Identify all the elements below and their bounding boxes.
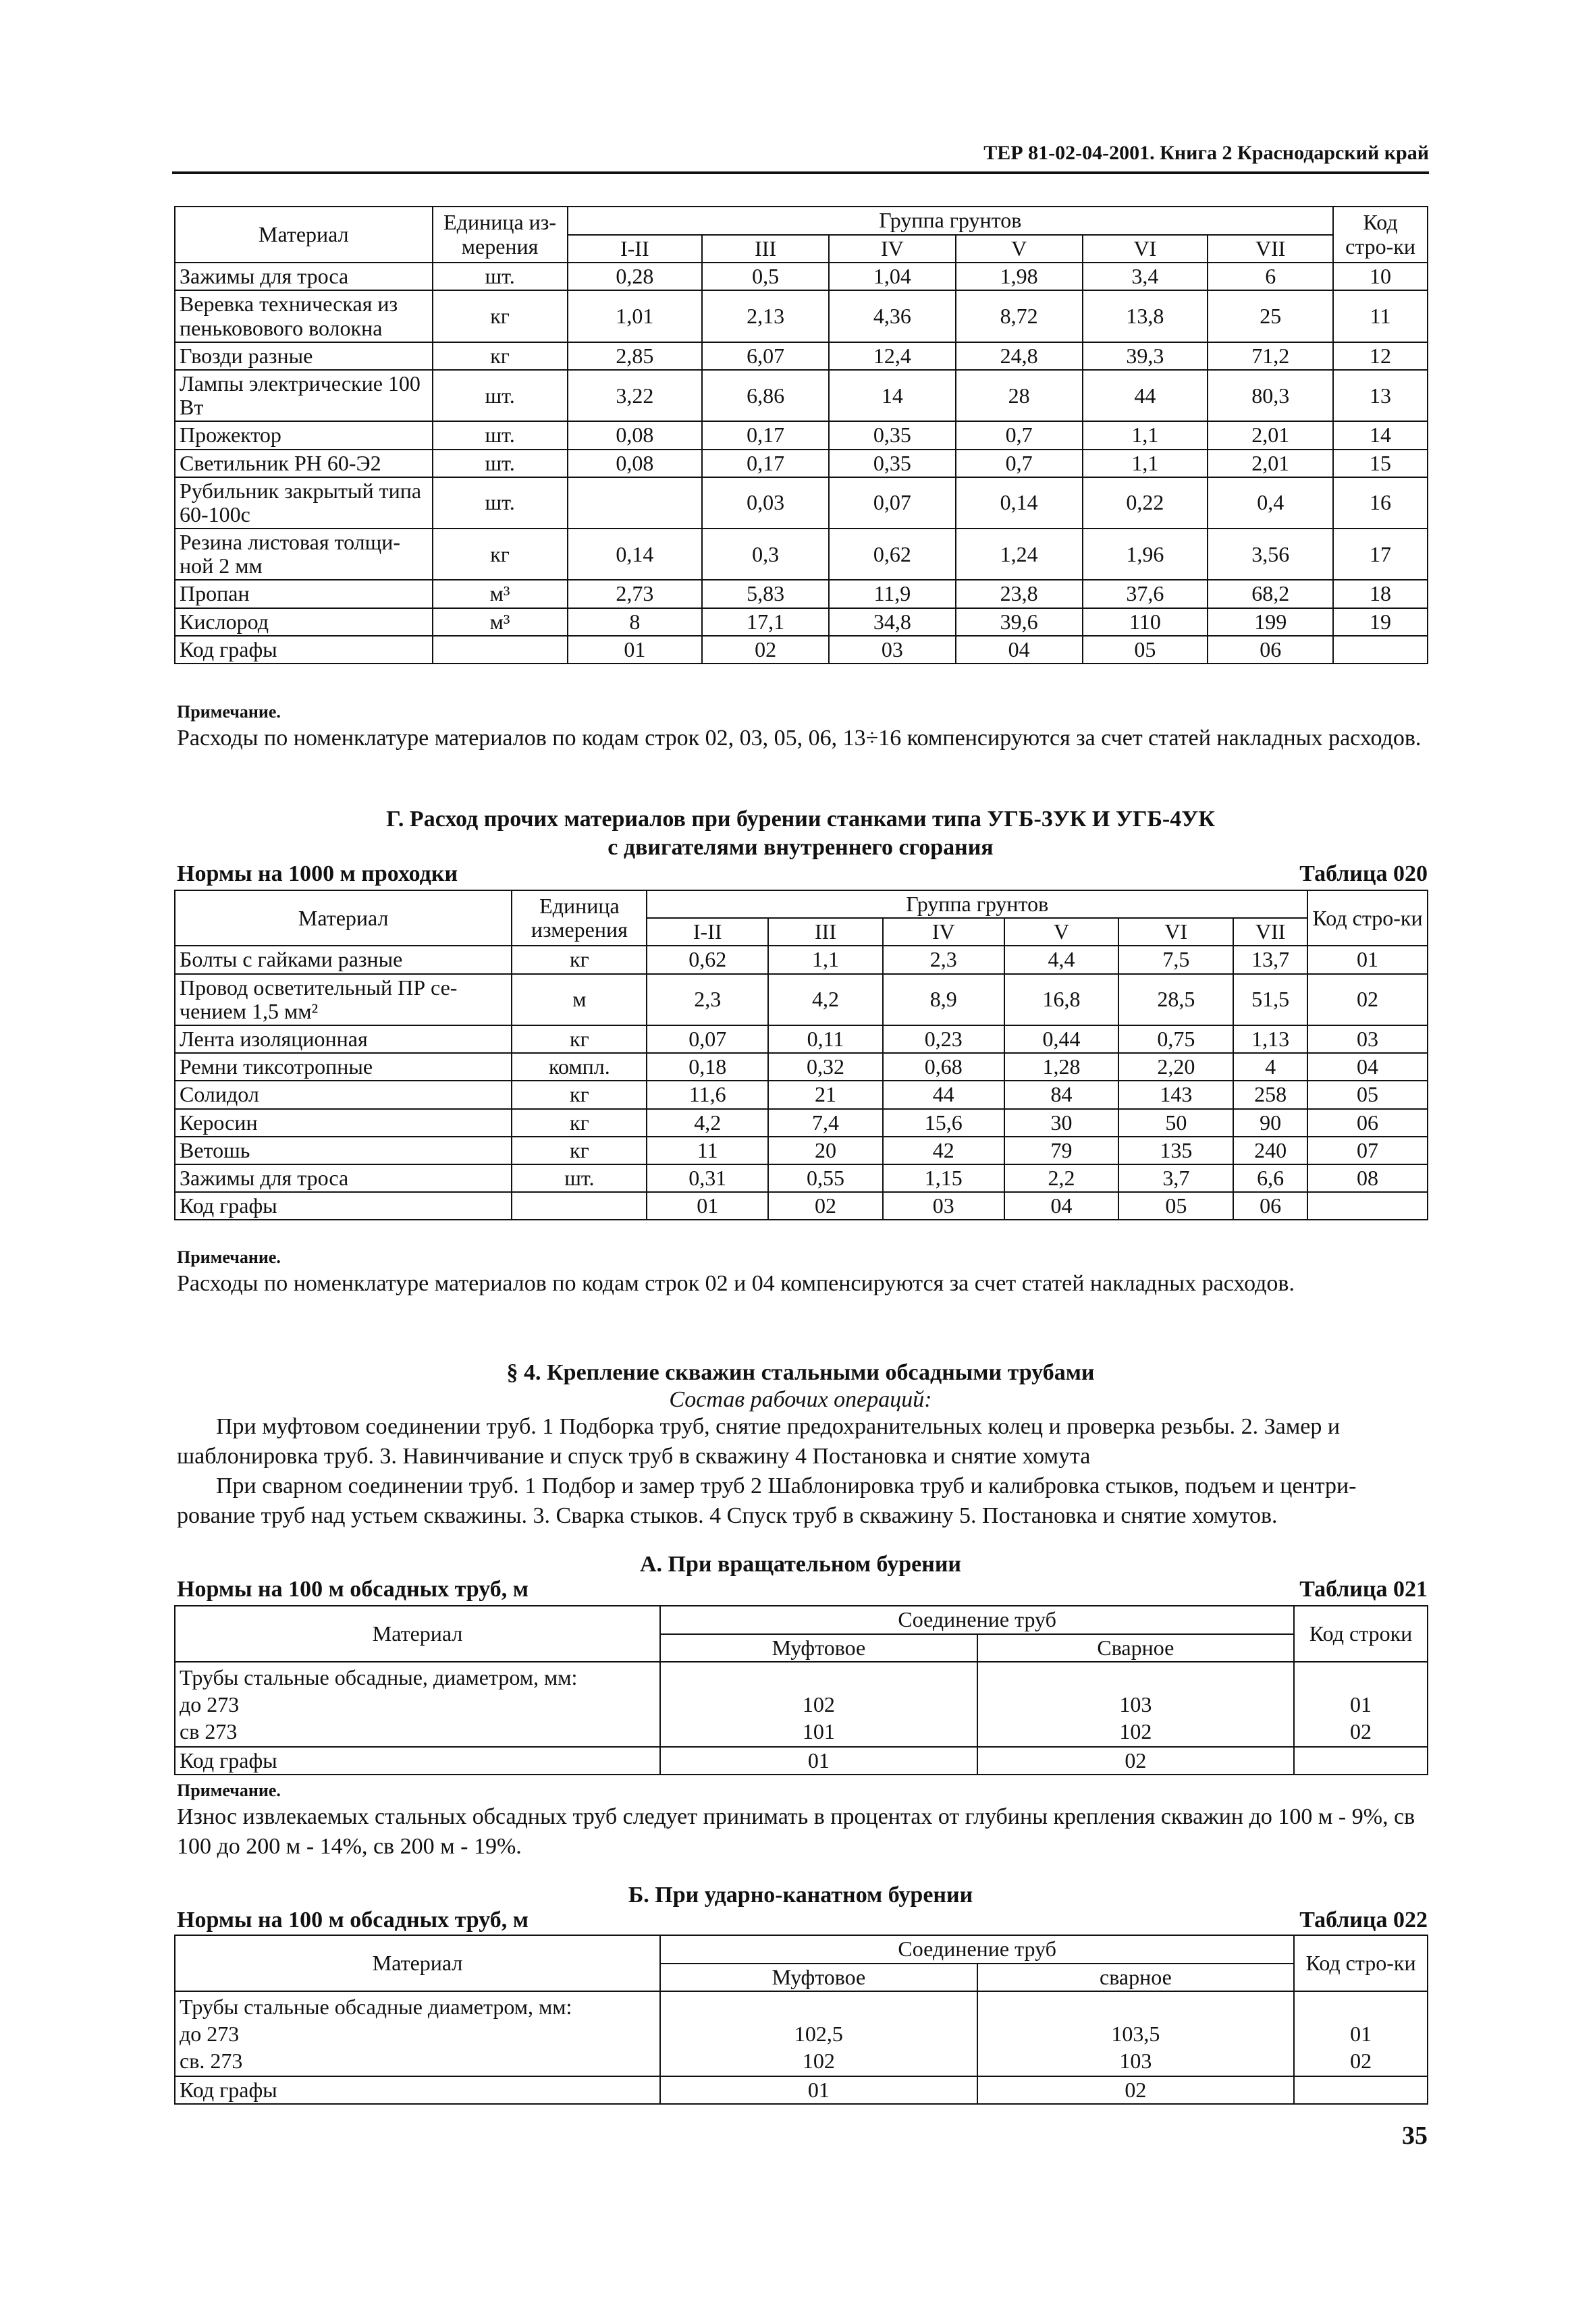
unit-cell: м <box>512 974 647 1025</box>
value-cell: 28,5 <box>1118 974 1233 1025</box>
value-cell: 7,4 <box>768 1109 883 1137</box>
value-cell: 1,24 <box>956 529 1083 580</box>
value-cell <box>568 477 703 529</box>
empty-cell <box>433 636 568 664</box>
unit-cell: м³ <box>433 580 568 607</box>
value-cell: 13,7 <box>1233 946 1307 973</box>
value-cell: 3,22 <box>568 370 703 421</box>
value-cell: 2,85 <box>568 342 703 370</box>
row-code-cell: 15 <box>1333 450 1428 477</box>
table-pipes-022 <box>174 1935 1428 2105</box>
material-heading: Трубы стальные обсадные, диаметром, мм: <box>180 1665 578 1690</box>
value-cell: 135 <box>1118 1137 1233 1164</box>
row-code-cell: 08 <box>1307 1164 1428 1192</box>
value-cell: 1,01 <box>568 290 703 342</box>
value-cell: 0,35 <box>829 421 956 449</box>
value-cell: 4 <box>1233 1053 1307 1081</box>
row-code-cell: 17 <box>1333 529 1428 580</box>
value: 102,5 <box>794 2022 843 2047</box>
material-sub-2: св 273 <box>180 1719 238 1744</box>
value-cell: 0,23 <box>883 1025 1004 1053</box>
unit-cell: кг <box>512 946 647 973</box>
value-cell: 20 <box>768 1137 883 1164</box>
table-row <box>175 580 1428 607</box>
row-code-cell: 19 <box>1333 608 1428 636</box>
value-cell: 84 <box>1004 1081 1119 1108</box>
value-cell: 0,07 <box>647 1025 768 1053</box>
value-cell: 0,11 <box>768 1025 883 1053</box>
unit-cell: кг <box>512 1109 647 1137</box>
col-group-4: V <box>956 235 1083 263</box>
value-cell: 1,15 <box>883 1164 1004 1192</box>
col-row-code: Код стро-ки <box>1333 207 1428 263</box>
col-pipe-joint: Соединение труб <box>660 1606 1294 1634</box>
col-row-code: Код стро-ки <box>1307 890 1428 946</box>
col-soil-group: Группа грунтов <box>647 890 1307 918</box>
col-unit: Единица из-мерения <box>433 207 568 263</box>
unit-cell: кг <box>512 1025 647 1053</box>
value-cell: 0,62 <box>829 529 956 580</box>
value: 01 <box>1350 1692 1372 1717</box>
value-cell: 15,6 <box>883 1109 1004 1137</box>
col-group-3: IV <box>829 235 956 263</box>
empty-cell <box>1333 636 1428 664</box>
value-cell: 0,22 <box>1083 477 1208 529</box>
section-4-para-1: При муфтовом соединении труб. 1 Подборка труб, снятие предохранительных колец и проверка резьбы. 2. Замер и шаблонировка труб. 3. Навинчивание и спуск труб в скважину 4 Постановка и снятие хомута <box>177 1414 1341 1469</box>
value-cell: 11 <box>647 1137 768 1164</box>
material-name: Солидол <box>175 1081 512 1108</box>
table-row <box>175 529 1428 580</box>
value-cell: 2,01 <box>1208 450 1333 477</box>
table-materials-1 <box>174 206 1428 664</box>
table-row <box>175 1662 1428 1747</box>
table-row <box>175 1081 1428 1108</box>
value-cell: 39,6 <box>956 608 1083 636</box>
table-row <box>175 1991 1428 2076</box>
value-cell: 2,73 <box>568 580 703 607</box>
col-group-4: V <box>1004 918 1119 946</box>
table-row <box>175 290 1428 342</box>
value-cell: 0,03 <box>702 477 829 529</box>
col-welded: сварное <box>977 1964 1294 1991</box>
value-cell: 6,07 <box>702 342 829 370</box>
table-row <box>175 1164 1428 1192</box>
value-cell: 2,3 <box>883 946 1004 973</box>
table-row-code <box>175 636 1428 664</box>
col-material: Материал <box>175 207 433 263</box>
unit-cell: шт. <box>433 370 568 421</box>
empty-cell <box>1294 1747 1428 1775</box>
value-cell: 0,32 <box>768 1053 883 1081</box>
code-cell: 06 <box>1208 636 1333 664</box>
table-row <box>175 608 1428 636</box>
material-name: Болты с гайками разные <box>175 946 512 973</box>
coupling-values <box>660 1991 977 2076</box>
unit-cell: шт. <box>433 421 568 449</box>
value-cell: 3,4 <box>1083 263 1208 290</box>
value-cell: 30 <box>1004 1109 1119 1137</box>
value-cell: 13,8 <box>1083 290 1208 342</box>
col-soil-group: Группа грунтов <box>568 207 1334 235</box>
code-cell: 02 <box>977 2076 1294 2104</box>
empty-cell <box>512 1192 647 1220</box>
code-cell: 01 <box>660 1747 977 1775</box>
value-cell: 42 <box>883 1137 1004 1164</box>
value-cell: 1,1 <box>1083 421 1208 449</box>
value-cell: 199 <box>1208 608 1333 636</box>
value-cell: 14 <box>829 370 956 421</box>
value-cell: 0,07 <box>829 477 956 529</box>
value-cell: 0,17 <box>702 421 829 449</box>
table-row-code <box>175 1192 1428 1220</box>
material-name: Керосин <box>175 1109 512 1137</box>
coupling-values <box>660 1662 977 1747</box>
value-cell: 16,8 <box>1004 974 1119 1025</box>
row-code-cell: 05 <box>1307 1081 1428 1108</box>
unit-cell: шт. <box>512 1164 647 1192</box>
value-cell: 0,75 <box>1118 1025 1233 1053</box>
section-b-title: Б. При ударно-канатном бурении <box>628 1883 973 1908</box>
note-label-3: Примечание. <box>177 1781 281 1800</box>
value-cell: 4,4 <box>1004 946 1119 973</box>
norm-label-022: Нормы на 100 м обсадных труб, м <box>177 1908 529 1933</box>
value-cell: 79 <box>1004 1137 1119 1164</box>
unit-cell: кг <box>433 529 568 580</box>
material-name: Зажимы для троса <box>175 263 433 290</box>
unit-cell: кг <box>433 290 568 342</box>
value-cell: 34,8 <box>829 608 956 636</box>
code-label: Код графы <box>175 1747 660 1775</box>
value-cell: 2,20 <box>1118 1053 1233 1081</box>
section-g-subtitle: с двигателями внутреннего сгорания <box>607 835 994 860</box>
material-cell <box>175 1991 660 2076</box>
value-cell: 0,7 <box>956 450 1083 477</box>
value-cell: 0,3 <box>702 529 829 580</box>
value-cell: 11,9 <box>829 580 956 607</box>
value-cell: 51,5 <box>1233 974 1307 1025</box>
value-cell: 28 <box>956 370 1083 421</box>
material-heading: Трубы стальные обсадные диаметром, мм: <box>180 1995 572 2020</box>
col-group-5: VI <box>1118 918 1233 946</box>
row-code-cell: 02 <box>1307 974 1428 1025</box>
page-number: 35 <box>1402 2122 1428 2150</box>
value-cell: 68,2 <box>1208 580 1333 607</box>
row-code-cell: 12 <box>1333 342 1428 370</box>
norm-label-021: Нормы на 100 м обсадных труб, м <box>177 1577 529 1602</box>
material-name: Веревка техническая из пеньковового волокна <box>175 290 433 342</box>
value-cell: 0,08 <box>568 450 703 477</box>
welded-values <box>977 1991 1294 2076</box>
value-cell: 71,2 <box>1208 342 1333 370</box>
table-number-020: Таблица 020 <box>1299 861 1428 886</box>
value-cell: 24,8 <box>956 342 1083 370</box>
table-row <box>175 477 1428 529</box>
table-number-021: Таблица 021 <box>1299 1577 1428 1602</box>
table-row <box>175 1025 1428 1053</box>
value-cell: 50 <box>1118 1109 1233 1137</box>
value-cell: 0,68 <box>883 1053 1004 1081</box>
material-name: Рубильник закрытый типа 60-100с <box>175 477 433 529</box>
value-cell: 1,04 <box>829 263 956 290</box>
value-cell: 0,62 <box>647 946 768 973</box>
note-text-3: Износ извлекаемых стальных обсадных труб следует принимать в процентах от глубины крепления скважин до 100 м - 9%, св 100 до 200 м - 14%, св 200 м - 19%. <box>177 1804 1415 1859</box>
value-cell: 0,4 <box>1208 477 1333 529</box>
section-4-title: § 4. Крепление скважин стальными обсадными трубами <box>506 1360 1095 1385</box>
material-name: Ветошь <box>175 1137 512 1164</box>
code-cell: 03 <box>829 636 956 664</box>
table-row-code <box>175 1747 1428 1775</box>
value-cell: 0,35 <box>829 450 956 477</box>
value-cell: 0,44 <box>1004 1025 1119 1053</box>
value-cell: 25 <box>1208 290 1333 342</box>
col-group-5: VI <box>1083 235 1208 263</box>
table-row <box>175 946 1428 973</box>
empty-cell <box>1307 1192 1428 1220</box>
value-cell: 2,3 <box>647 974 768 1025</box>
col-group-1: I-II <box>568 235 703 263</box>
value-cell: 2,01 <box>1208 421 1333 449</box>
row-code-cell: 06 <box>1307 1109 1428 1137</box>
material-name: Провод осветительный ПР се-чением 1,5 мм² <box>175 974 512 1025</box>
code-label: Код графы <box>175 1192 512 1220</box>
welded-values <box>977 1662 1294 1747</box>
value-cell: 1,13 <box>1233 1025 1307 1053</box>
value-cell: 0,5 <box>702 263 829 290</box>
value-cell: 2,13 <box>702 290 829 342</box>
value: 02 <box>1350 1719 1372 1744</box>
row-code-cell: 16 <box>1333 477 1428 529</box>
value-cell: 143 <box>1118 1081 1233 1108</box>
value-cell: 0,14 <box>568 529 703 580</box>
table-row <box>175 1109 1428 1137</box>
code-values <box>1294 1991 1428 2076</box>
note-text-2: Расходы по номенклатуре материалов по кодам строк 02 и 04 компенсируются за счет статей накладных расходов. <box>177 1271 1295 1296</box>
value-cell: 0,7 <box>956 421 1083 449</box>
section-a-title: А. При вращательном бурении <box>639 1552 962 1577</box>
unit-cell: шт. <box>433 263 568 290</box>
unit-cell: шт. <box>433 450 568 477</box>
value-cell: 7,5 <box>1118 946 1233 973</box>
value-cell: 258 <box>1233 1081 1307 1108</box>
code-cell: 02 <box>768 1192 883 1220</box>
value-cell: 6 <box>1208 263 1333 290</box>
material-sub-1: до 273 <box>180 1692 240 1717</box>
value-cell: 23,8 <box>956 580 1083 607</box>
material-name: Прожектор <box>175 421 433 449</box>
code-cell: 02 <box>702 636 829 664</box>
material-sub-2: св. 273 <box>180 2049 243 2074</box>
value-cell: 90 <box>1233 1109 1307 1137</box>
code-cell: 03 <box>883 1192 1004 1220</box>
table-row <box>175 974 1428 1025</box>
value-cell: 1,98 <box>956 263 1083 290</box>
value-cell: 1,1 <box>1083 450 1208 477</box>
code-label: Код графы <box>175 636 433 664</box>
value-cell: 21 <box>768 1081 883 1108</box>
table-row <box>175 421 1428 449</box>
col-group-2: III <box>768 918 883 946</box>
code-cell: 01 <box>568 636 703 664</box>
material-name: Лента изоляционная <box>175 1025 512 1053</box>
value-cell: 0,31 <box>647 1164 768 1192</box>
col-welded: Сварное <box>977 1634 1294 1662</box>
value-cell: 0,28 <box>568 263 703 290</box>
value: 103 <box>1119 1692 1152 1717</box>
unit-cell: компл. <box>512 1053 647 1081</box>
col-group-6: VII <box>1233 918 1307 946</box>
value-cell: 4,2 <box>768 974 883 1025</box>
col-group-1: I-II <box>647 918 768 946</box>
value-cell: 11,6 <box>647 1081 768 1108</box>
value-cell: 80,3 <box>1208 370 1333 421</box>
table-row <box>175 450 1428 477</box>
code-cell: 05 <box>1083 636 1208 664</box>
value: 103 <box>1119 2049 1152 2074</box>
value: 102 <box>802 1692 835 1717</box>
code-values <box>1294 1662 1428 1747</box>
value-cell: 1,28 <box>1004 1053 1119 1081</box>
value: 101 <box>802 1719 835 1744</box>
note-label-1: Примечание. <box>177 702 281 722</box>
col-material: Материал <box>175 1935 660 1991</box>
material-name: Кислород <box>175 608 433 636</box>
row-code-cell: 04 <box>1307 1053 1428 1081</box>
col-group-3: IV <box>883 918 1004 946</box>
value-cell: 3,7 <box>1118 1164 1233 1192</box>
col-material: Материал <box>175 1606 660 1662</box>
header-rule <box>172 171 1429 174</box>
value-cell: 17,1 <box>702 608 829 636</box>
row-code-cell: 07 <box>1307 1137 1428 1164</box>
section-4-subtitle: Состав рабочих операций: <box>669 1387 932 1412</box>
note-label-2: Примечание. <box>177 1247 281 1267</box>
value-cell: 1,1 <box>768 946 883 973</box>
code-cell: 05 <box>1118 1192 1233 1220</box>
material-name: Резина листовая толщи-ной 2 мм <box>175 529 433 580</box>
table-row <box>175 342 1428 370</box>
code-label: Код графы <box>175 2076 660 2104</box>
material-name: Светильник РН 60-Э2 <box>175 450 433 477</box>
row-code-cell: 14 <box>1333 421 1428 449</box>
unit-cell: кг <box>512 1081 647 1108</box>
value-cell: 0,08 <box>568 421 703 449</box>
row-code-cell: 01 <box>1307 946 1428 973</box>
code-cell: 04 <box>956 636 1083 664</box>
value-cell: 6,86 <box>702 370 829 421</box>
table-row <box>175 1053 1428 1081</box>
value-cell: 44 <box>883 1081 1004 1108</box>
value: 01 <box>1350 2022 1372 2047</box>
value-cell: 8,9 <box>883 974 1004 1025</box>
code-cell: 01 <box>647 1192 768 1220</box>
norm-label-020: Нормы на 1000 м проходки <box>177 861 458 886</box>
value: 102 <box>1119 1719 1152 1744</box>
value-cell: 8 <box>568 608 703 636</box>
code-cell: 04 <box>1004 1192 1119 1220</box>
col-row-code: Код строки <box>1294 1606 1428 1662</box>
unit-cell: шт. <box>433 477 568 529</box>
section-4-para-2: При сварном соединении труб. 1 Подбор и замер труб 2 Шаблонировка труб и калибровка стыков, подъем и центри-рование труб над устьем скважины. 3. Сварка стыков. 4 Спуск труб в скважину 5. Постановка и снятие хомутов. <box>177 1474 1357 1528</box>
value-cell: 1,96 <box>1083 529 1208 580</box>
col-coupling: Муфтовое <box>660 1634 977 1662</box>
unit-cell: кг <box>433 342 568 370</box>
value-cell: 110 <box>1083 608 1208 636</box>
value-cell: 37,6 <box>1083 580 1208 607</box>
col-group-6: VII <box>1208 235 1333 263</box>
material-name: Ремни тиксотропные <box>175 1053 512 1081</box>
row-code-cell: 13 <box>1333 370 1428 421</box>
material-name: Лампы электрические 100 Вт <box>175 370 433 421</box>
value: 02 <box>1350 2049 1372 2074</box>
unit-cell: кг <box>512 1137 647 1164</box>
row-code-cell: 11 <box>1333 290 1428 342</box>
value-cell: 5,83 <box>702 580 829 607</box>
value-cell: 39,3 <box>1083 342 1208 370</box>
section-g-title: Г. Расход прочих материалов при бурении станками типа УГБ-3УК И УГБ-4УК <box>386 807 1215 832</box>
col-coupling: Муфтовое <box>660 1964 977 1991</box>
table-materials-020 <box>174 890 1428 1220</box>
value: 103,5 <box>1111 2022 1160 2047</box>
table-pipes-021 <box>174 1605 1428 1775</box>
code-cell: 01 <box>660 2076 977 2104</box>
value-cell: 0,14 <box>956 477 1083 529</box>
table-number-022: Таблица 022 <box>1299 1908 1428 1933</box>
value: 102 <box>802 2049 835 2074</box>
row-code-cell: 18 <box>1333 580 1428 607</box>
table-row <box>175 263 1428 290</box>
value-cell: 4,2 <box>647 1109 768 1137</box>
material-name: Гвозди разные <box>175 342 433 370</box>
code-cell: 06 <box>1233 1192 1307 1220</box>
unit-cell: м³ <box>433 608 568 636</box>
value-cell: 2,2 <box>1004 1164 1119 1192</box>
value-cell: 3,56 <box>1208 529 1333 580</box>
material-cell <box>175 1662 660 1747</box>
value-cell: 12,4 <box>829 342 956 370</box>
value-cell: 6,6 <box>1233 1164 1307 1192</box>
col-pipe-joint: Соединение труб <box>660 1935 1294 1964</box>
material-sub-1: до 273 <box>180 2022 240 2047</box>
code-cell: 02 <box>977 1747 1294 1775</box>
value-cell: 0,18 <box>647 1053 768 1081</box>
value-cell: 240 <box>1233 1137 1307 1164</box>
empty-cell <box>1294 2076 1428 2104</box>
col-row-code: Код стро-ки <box>1294 1935 1428 1991</box>
running-header: ТЕР 81-02-04-2001. Книга 2 Краснодарский край <box>983 142 1429 164</box>
row-code-cell: 10 <box>1333 263 1428 290</box>
col-group-2: III <box>702 235 829 263</box>
table-row <box>175 1137 1428 1164</box>
table-row-code <box>175 2076 1428 2104</box>
value-cell: 8,72 <box>956 290 1083 342</box>
value-cell: 4,36 <box>829 290 956 342</box>
material-name: Зажимы для троса <box>175 1164 512 1192</box>
material-name: Пропан <box>175 580 433 607</box>
row-code-cell: 03 <box>1307 1025 1428 1053</box>
value-cell: 0,55 <box>768 1164 883 1192</box>
col-material: Материал <box>175 890 512 946</box>
value-cell: 44 <box>1083 370 1208 421</box>
table-row <box>175 370 1428 421</box>
col-unit: Единица измерения <box>512 890 647 946</box>
value-cell: 0,17 <box>702 450 829 477</box>
note-text-1: Расходы по номенклатуре материалов по кодам строк 02, 03, 05, 06, 13÷16 компенсируются за счет статей накладных расходов. <box>177 726 1422 751</box>
